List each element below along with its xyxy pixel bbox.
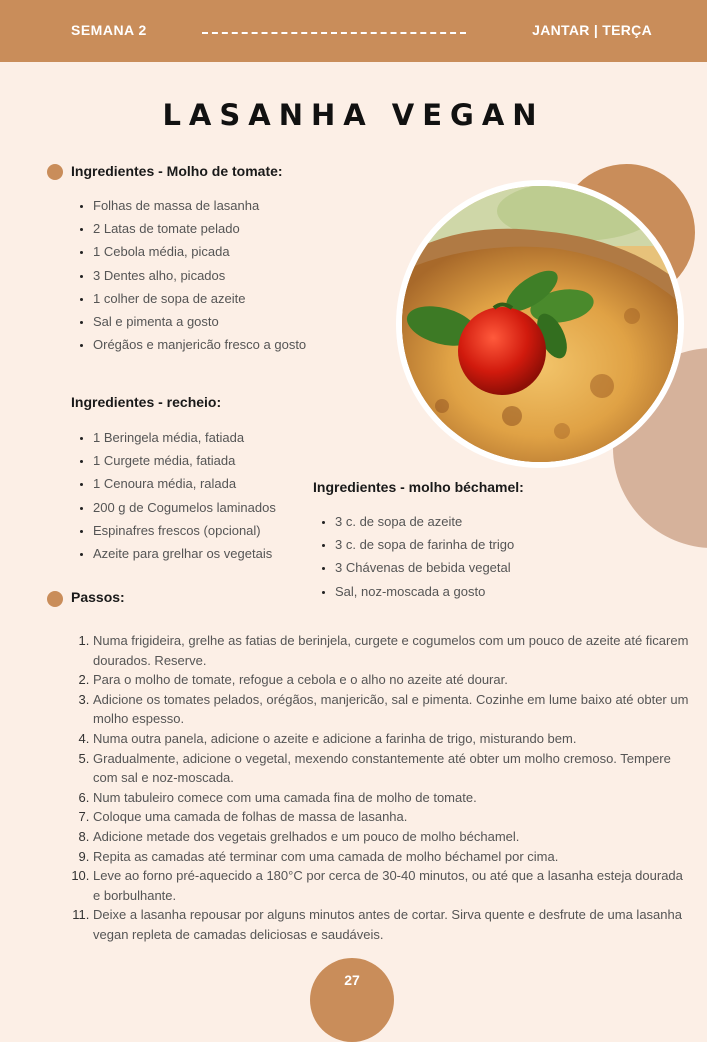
page-number-badge (310, 958, 394, 1042)
lasagna-image (402, 186, 678, 462)
list-item: • 2 Latas de tomate pelado (93, 217, 306, 240)
step-item: 2. Para o molho de tomate, refogue a cebola e o alho no azeite até dourar. (93, 670, 693, 690)
list-item: • 3 c. de sopa de azeite (335, 510, 514, 533)
filling-heading: Ingredientes - recheio: (71, 394, 222, 410)
list-item: • 1 Cenoura média, ralada (93, 472, 276, 495)
list-item: • 3 Dentes alho, picados (93, 264, 306, 287)
step-item: 5. Gradualmente, adicione o vegetal, mexendo constantemente até obter um molho cremoso. Tempere com sal e noz-moscada. (93, 749, 693, 788)
list-item: • Azeite para grelhar os vegetais (93, 542, 276, 565)
section-bullet-icon (47, 164, 63, 180)
step-item: 10. Leve ao forno pré-aquecido a 180°C por cerca de 30-40 minutos, ou até que a lasanha esteja dourada e borbulhante. (93, 866, 693, 905)
list-item: • Folhas de massa de lasanha (93, 194, 306, 217)
list-item: • Orégãos e manjericão fresco a gosto (93, 333, 306, 356)
recipe-title: LASANHA VEGAN (162, 98, 545, 132)
step-item: 1. Numa frigideira, grelhe as fatias de berinjela, curgete e cogumelos com um pouco de azeite até ficarem dourados. Reserve. (93, 631, 693, 670)
tomato-sauce-heading: Ingredientes - Molho de tomate: (71, 163, 283, 179)
list-item: • 3 Chávenas de bebida vegetal (335, 556, 514, 579)
list-item: • 3 c. de sopa de farinha de trigo (335, 533, 514, 556)
list-item: • Sal e pimenta a gosto (93, 310, 306, 333)
meal-label: JANTAR | TERÇA (532, 22, 652, 38)
filling-list (71, 426, 276, 565)
list-item: • 1 Curgete média, fatiada (93, 449, 276, 472)
list-item: • 1 Cebola média, picada (93, 240, 306, 263)
header-divider (202, 32, 466, 34)
step-item: 11. Deixe a lasanha repousar por alguns minutos antes de cortar. Sirva quente e desfrute de uma lasanha vegan repleta de camadas deliciosas e saudáveis. (93, 905, 693, 944)
step-item: 4. Numa outra panela, adicione o azeite e adicione a farinha de trigo, misturando bem. (93, 729, 693, 749)
list-item: • Espinafres frescos (opcional) (93, 519, 276, 542)
bechamel-heading: Ingredientes - molho béchamel: (313, 479, 524, 495)
list-item: • 1 colher de sopa de azeite (93, 287, 306, 310)
steps-heading: Passos: (71, 589, 125, 605)
step-item: 3. Adicione os tomates pelados, orégãos, manjericão, sal e pimenta. Cozinhe em lume baixo até obter um molho espesso. (93, 690, 693, 729)
page-number: 27 (344, 972, 360, 988)
list-item: • 200 g de Cogumelos laminados (93, 496, 276, 519)
step-item: 6. Num tabuleiro comece com uma camada fina de molho de tomate. (93, 788, 693, 808)
section-bullet-icon (47, 591, 63, 607)
lasagna-photo (396, 180, 684, 468)
tomato-sauce-list (71, 194, 306, 356)
list-item: • Sal, noz-moscada a gosto (335, 580, 514, 603)
header-bar (0, 0, 707, 62)
step-item: 9. Repita as camadas até terminar com uma camada de molho béchamel por cima. (93, 847, 693, 867)
bechamel-list (313, 510, 514, 603)
step-item: 7. Coloque uma camada de folhas de massa de lasanha. (93, 807, 693, 827)
list-item: • 1 Beringela média, fatiada (93, 426, 276, 449)
week-label: SEMANA 2 (71, 22, 147, 38)
step-item: 8. Adicione metade dos vegetais grelhados e um pouco de molho béchamel. (93, 827, 693, 847)
steps-list (71, 631, 693, 945)
